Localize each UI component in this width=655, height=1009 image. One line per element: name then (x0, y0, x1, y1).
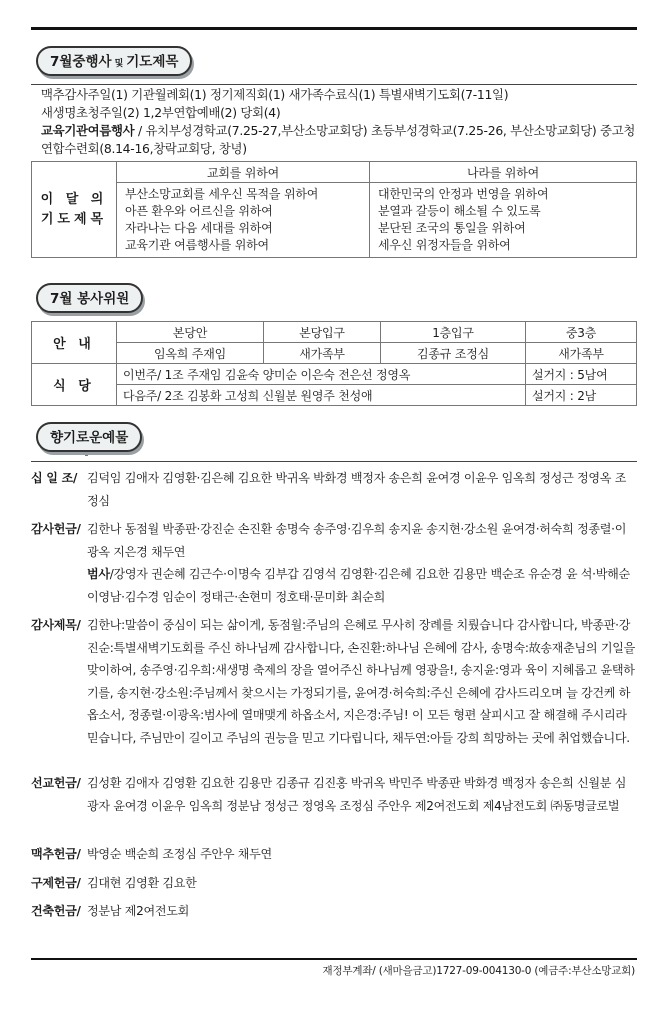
offering-thanks-general (31, 563, 637, 608)
offering-names (87, 563, 637, 608)
divider-mark (85, 455, 88, 456)
offering-bold-prefix: 범사 (87, 567, 110, 581)
prayer-church-item: 부산소망교회를 세우신 목적을 위하여 (125, 187, 319, 201)
location-cell: 1층입구 (381, 322, 526, 343)
prayer-nation-item: 대한민국의 안정과 번영을 위하여 (378, 187, 549, 201)
offering-names: 김대현 김영환 김요한 (87, 876, 197, 890)
location-cell: 중3층 (526, 322, 637, 343)
guide-cell: 임옥희 주재임 (117, 343, 264, 364)
bank-account-footer: 재정부계좌/ (새마을금고)1727-09-004130-0 (예금주:부산소망교회) (322, 965, 635, 977)
prayer-table (31, 161, 637, 258)
offerings-heading-badge: 향기로운예물 (36, 422, 142, 452)
guide-label: 안 내 (32, 322, 117, 364)
offerings-divider (31, 461, 637, 462)
meal-label: 식 당 (32, 364, 117, 406)
prayer-nation-item: 분단된 조국의 통일을 위하여 (378, 221, 526, 235)
prayer-church-list (117, 183, 370, 258)
offering-thanks (31, 518, 637, 563)
events-heading-tail: 기도제목 (126, 54, 179, 70)
summer-label: 교육기관여름행사 (41, 123, 135, 138)
prayer-side-label-2: 기도제목 (40, 211, 108, 227)
offering-label: 감사제목/ (31, 618, 81, 632)
events-heading-main: 7월중행사 (50, 54, 112, 70)
service-heading-badge: 7월 봉사위원 (36, 283, 143, 313)
offering-label: 건축헌금/ (31, 904, 81, 918)
offering-label: 감사헌금/ (31, 522, 81, 536)
offering-relief (31, 872, 637, 895)
events-divider (31, 84, 637, 85)
this-week-team: 이번주/ 1조 주재임 김윤숙 양미순 이은숙 전은선 정영옥 (117, 364, 526, 385)
prayer-church-item: 교육기관 여름행사를 위하여 (125, 238, 269, 252)
offering-names: 김성환 김애자 김영환 김요한 김용만 김종규 김진홍 박귀옥 박민주 박종판 박화경 백정자 송은희 신월분 심광자 윤여경 이윤우 임옥희 정분남 정성근 정영옥 조정심 주안우 제2여전도회 제4남전도회 ㈜동명글로벌 (87, 776, 627, 813)
offering-names: 김덕임 김애자 김영환·김은혜 김요한 박귀옥 박화경 백정자 송은희 윤여경 이윤우 임옥희 정성근 정영옥 조정심 (87, 471, 627, 508)
events-line-1: 맥추감사주일(1) 기관월례회(1) 정기제직회(1) 새가족수료식(1) 특별새벽기도회(7-11일) (41, 87, 509, 102)
guide-cell: 새가족부 (526, 343, 637, 364)
guide-cell: 새가족부 (264, 343, 381, 364)
offering-names: 박영순 백순희 조정심 주안우 채두연 (87, 847, 272, 861)
offering-label: 십 일 조/ (31, 471, 78, 485)
offering-building (31, 900, 637, 923)
events-heading-and: 및 (114, 59, 124, 69)
events-line-2: 새생명초청주일(2) 1,2부연합예배(2) 당회(4) (41, 105, 281, 120)
prayer-nation-item: 분열과 갈등이 해소될 수 있도록 (378, 204, 541, 218)
bottom-rule (31, 958, 637, 960)
offering-label: 맥추헌금/ (31, 847, 81, 861)
offering-names: 정분남 제2여전도회 (87, 904, 189, 918)
offering-label: 선교헌금/ (31, 776, 81, 790)
summer-text: / 유치부성경학교(7.25-27,부산소망교회당) 초등부성경학교(7.25-26, 부산소망교회당) 중고청연합수련회(8.14-16,창락교회당, 창녕) (41, 123, 636, 156)
events-text (41, 86, 637, 158)
top-rule (31, 27, 637, 30)
location-cell: 본당입구 (264, 322, 381, 343)
next-week-team: 다음주/ 2조 김봉화 고성희 신월분 원영주 천성애 (117, 385, 526, 406)
prayer-church-item: 아픈 환우와 어르신을 위하여 (125, 204, 273, 218)
offering-mission (31, 772, 637, 817)
offering-label: 구제헌금/ (31, 876, 81, 890)
events-heading-badge (36, 46, 192, 76)
prayer-col-church: 교회를 위하여 (117, 162, 370, 183)
this-week-dish: 설거지 : 5남여 (526, 364, 637, 385)
offering-names-text: /강영자 권순혜 김근수·이명숙 김부갑 김영석 김영환·김은혜 김요한 김용만 백순조 유순경 윤 석·박해순 이영남·김수경 임순이 정태근·손현미 정호태·문미화 최순희 (87, 567, 630, 604)
offering-harvest (31, 843, 637, 866)
offering-thanks-topics (31, 614, 637, 749)
prayer-nation-item: 세우신 위정자들을 위하여 (378, 238, 511, 252)
prayer-side-label (32, 162, 117, 258)
location-cell: 본당안 (117, 322, 264, 343)
prayer-side-label-1: 이 달 의 (40, 191, 108, 207)
offering-tithe (31, 467, 637, 512)
prayer-nation-list (370, 183, 637, 258)
offering-names: 김한나 동점월 박종판·강진순 손진환 송명숙 송주영·김우희 송지윤 송지현·강소원 윤여경·허숙희 정종렬·이광옥 지은경 채두연 (87, 522, 627, 559)
guide-cell: 김종규 조정심 (381, 343, 526, 364)
next-week-dish: 설거지 : 2남 (526, 385, 637, 406)
service-table (31, 321, 637, 406)
offering-topics-text: 김한나:말씀이 중심이 되는 삶이게, 동점월:주님의 은혜로 무사히 장례를 치뤘습니다 감사합니다, 박종판·강진순:특별새벽기도회를 주신 하나님께 감사합니다, 손진환:하나님 은혜에 감사, 송명숙:故송재춘님의 기일을 맞이하여, 송주영·김우희:새생명 축제의 장을 열어주신 하나님께 영광을!, 송지윤:영과 육이 지혜롭고 윤택하기를, 송지현·강소원:주님께서 찾으시는 가정되기를, 윤여경·허숙희:주신 은혜에 감사드리오며 늘 강건케 하옵소서, 정종렬·이광옥:범사에 열매맺게 하옵소서, 지은경:주님! 이 모든 형편 살피시고 잘 해결해 주시리라 믿습니다, 주님만이 길이고 주님의 권능을 믿고 기다립니다, 채두연:아들 강희 희망하는 곳에 취업했습니다. (87, 618, 636, 745)
events-summer (41, 122, 637, 158)
prayer-church-item: 자라나는 다음 세대를 위하여 (125, 221, 273, 235)
prayer-col-nation: 나라를 위하여 (370, 162, 637, 183)
